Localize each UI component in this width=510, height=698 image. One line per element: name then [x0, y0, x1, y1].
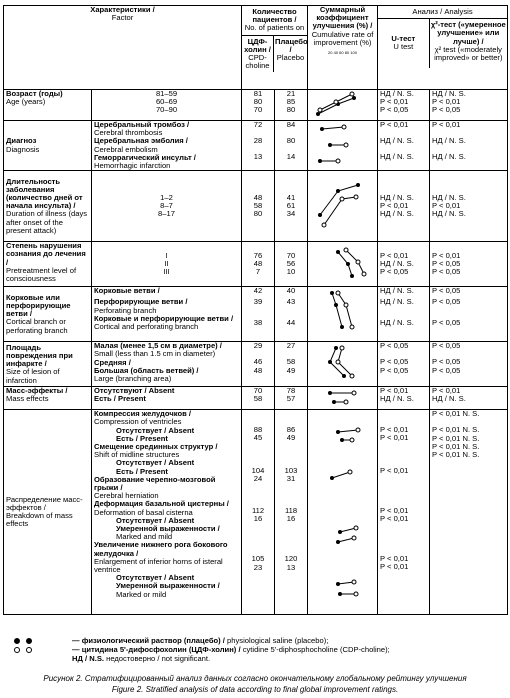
- sparkline-mass-effects: [308, 387, 378, 410]
- sparkline-consciousness: [308, 242, 378, 287]
- row-consciousness: Степень нарушения сознания до лечения / Pretreatment level of consciousness I II III 76 48 7 70 56 10 P < 0,01 НД / N. S. P < 0,05 P < 0,01 P < 0,05 P < 0,05: [4, 242, 508, 287]
- cumulative-header: Суммарный коэффициент улучшения (%) / Cumulative rate of improvement (%) 20 40 60 80 100: [308, 6, 378, 90]
- sparkline-age: [308, 90, 378, 121]
- sparkline-diagnosis: [308, 121, 378, 171]
- filled-dot-icon: [14, 638, 20, 644]
- caption-ru: Рисунок 2. Стратифицированный анализ данных согласно окончательному глобальному рейтингу улучшения: [43, 674, 467, 683]
- patients-header: Количество пациентов / No. of patients on ЦДФ-холин / CPD-choline Плацебо / Placebo: [242, 6, 308, 90]
- filled-dot-icon: [26, 638, 32, 644]
- factor-header: Характеристики / Factor: [4, 6, 242, 90]
- sparkline-mass-breakdown: [308, 410, 378, 615]
- row-mass-breakdown: Распределение масс-эффектов / Breakdown of mass effects Компрессия желудочков / Compression of ventricles Отсутствует / Absent Есть / Present Смещение срединных структур / Shift of midline structures Отсутствует / Absent Есть / Present Образование черепно-мозговой грыжи / Cerebral herniation Деформация базальной цистерны / Deformation of basal cisterna Отсутствует / Absent Умеренной выраженности / Marked and mild Увеличение нижнего рога бокового желудочка / Enlargement of inferior horns of isteral ventrice Отсутствует / Absent Умеренной выраженности / Marked or mild 88 45 104 24 112 16 105 23 86 49 103 31 118 16 120 13 P < 0,01 P < 0,01 P < 0,01 P < 0,01 P < 0,01 P < 0,01 P < 0,01 P < 0,01 N. S. P < 0,01 N. S. P < 0,01 N. S. P < 0,01 N. S. P < 0,01 N. S.: [4, 410, 508, 615]
- row-age: Возраст (годы) Age (years) 81–59 60–69 70–90 81 80 70 21 85 80 НД / N. S. P < 0,01 P < 0,05 НД / N. S. P < 0,01 P < 0,05: [4, 90, 508, 121]
- legend: [14, 636, 390, 663]
- row-diagnosis: Диагноз Diagnosis Церебральный тромбоз / Cerebral thrombosis Церебральная эмболия / Cerebral embolism Геморрагический инсульт / Hemorrhagic infarction 72 28 13 84 80 14 P < 0,01 НД / N. S. НД / N. S. P < 0,01 НД / N. S. НД / N. S.: [4, 121, 508, 171]
- caption-en: Figure 2. Stratified analysis of data according to final global improvement ratings.: [111, 685, 399, 694]
- analysis-header: Анализ / Analysis U-тест U test χ²-тест («умеренное улучшение» или лучше) / χ² test («moderately improved» or better): [378, 6, 508, 90]
- row-mass-effects: Масс-эффекты / Mass effects Отсутствуют / Absent Есть / Present 70 58 78 57 P < 0,01 НД / N. S. P < 0,01 НД / N. S.: [4, 387, 508, 410]
- sparkline-lesion-size: [308, 342, 378, 387]
- sparkline-duration: [308, 171, 378, 242]
- row-duration: Длительность заболевания (количество дней от начала инсульта) / Duration of illness (days after onset of the present attack) 1–2 8–7 8–17 48 58 80 41 61 34 НД / N. S. P < 0,01 НД / N. S. НД / N. S. P < 0,01 НД / N. S.: [4, 171, 508, 242]
- open-dot-icon: [14, 647, 20, 653]
- sparkline-branch: [308, 287, 378, 342]
- row-lesion-size: Площадь повреждения при инфаркте / Size of lesion of infarction Малая (менее 1,5 см в диаметре) / Small (less than 1.5 cm in diameter) Средняя / Большая (область ветвей) / Large (branching area) 29 46 48 27 58 49 P < 0,05 P < 0,05 P < 0,05 P < 0,05 P < 0,05 P < 0,05: [4, 342, 508, 387]
- stratified-analysis-table: [3, 5, 508, 615]
- legend-ns: НД / N.S. недостоверно / not significant.: [72, 654, 211, 663]
- table-header: [4, 6, 508, 90]
- legend-placebo: — физиологический раствор (плацебо) / physiological saline (placebo);: [14, 636, 390, 645]
- row-branch: Корковые или перфорирующие ветви / Cortical branch or perforating branch Корковые ветви / Перфорирующие ветви / Perforating branch Корковые и перфорирующие ветви / Cortical and perforating branch 42 39 38 40 43 44 НД / N. S. НД / N. S. НД / N. S. P < 0,05 P < 0,05 P < 0,05: [4, 287, 508, 342]
- open-dot-icon: [26, 647, 32, 653]
- legend-cdp-choline: — цитидина 5'-дифосфохолин (ЦДФ-холин) / cytidine 5'-diphosphocholine (CDP-choline);: [14, 645, 390, 654]
